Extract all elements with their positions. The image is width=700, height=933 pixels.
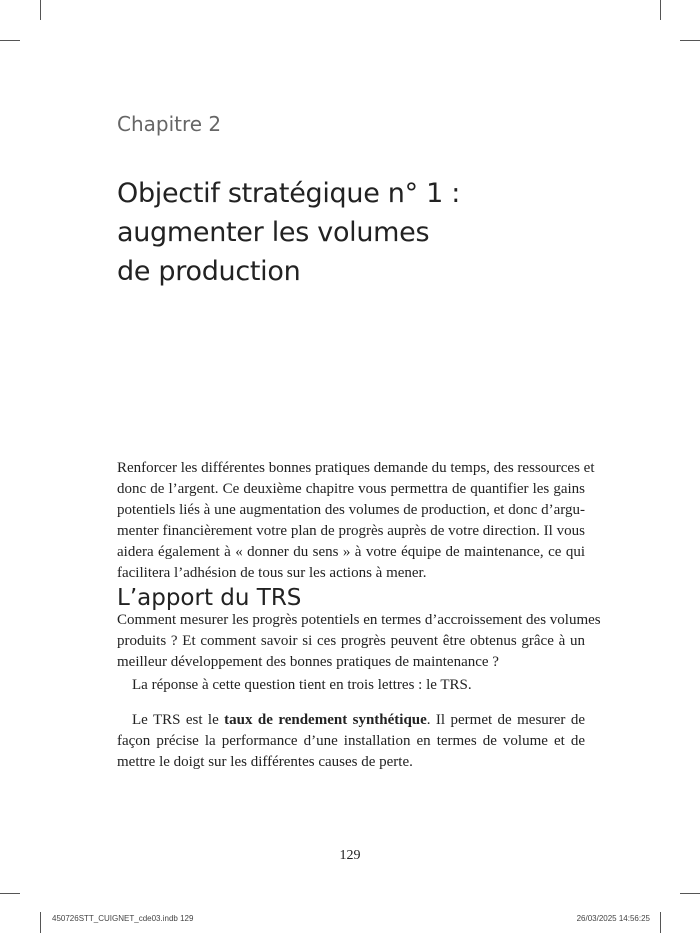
crop-mark	[40, 0, 41, 20]
chapter-title	[117, 174, 460, 291]
text-run: . Il permet de mesurer de	[426, 712, 585, 728]
crop-mark	[680, 893, 700, 894]
chapter-label: Chapitre 2	[117, 112, 222, 136]
page-number: 129	[339, 848, 361, 863]
slug-filename: 450726STT_CUIGNET_cde03.indb 129	[52, 914, 194, 923]
text-line: Renforcer les différentes bonnes pratiques demande du temps, des ressources et	[117, 460, 595, 476]
intro-paragraph	[117, 458, 595, 584]
section-paragraph	[117, 675, 585, 696]
text-run: Le TRS est le	[132, 712, 225, 728]
section-heading: L’apport du TRS	[117, 585, 302, 611]
text-line: façon précise la performance d’une installation en termes de volume et de	[117, 733, 585, 749]
text-line: facilitera l’adhésion de tous sur les actions à mener.	[117, 565, 427, 581]
text-line: mettre le doigt sur les différentes causes de perte.	[117, 754, 413, 770]
text-line: meilleur développement des bonnes pratiques de maintenance ?	[117, 654, 499, 670]
crop-mark	[660, 912, 661, 933]
crop-mark	[40, 912, 41, 933]
crop-mark	[0, 893, 20, 894]
title-line: de production	[117, 256, 301, 287]
text-line: potentiels liés à une augmentation des volumes de production, et donc d’argu-	[117, 502, 585, 518]
text-line: La réponse à cette question tient en trois lettres : le TRS.	[132, 677, 472, 693]
text-line	[117, 710, 585, 731]
title-line: augmenter les volumes	[117, 217, 430, 248]
section-paragraph	[117, 710, 585, 773]
bold-term: taux de rendement synthétique	[224, 712, 427, 728]
text-line: aidera également à « donner du sens » à votre équipe de maintenance, ce qui	[117, 544, 585, 560]
text-line: Comment mesurer les progrès potentiels en termes d’accroissement des volumes	[117, 612, 601, 628]
title-line: Objectif stratégique n° 1 :	[117, 178, 461, 209]
text-line: menter financièrement votre plan de progrès auprès de votre direction. Il vous	[117, 523, 585, 539]
crop-mark	[0, 40, 20, 41]
slug-timestamp: 26/03/2025 14:56:25	[576, 914, 650, 923]
crop-mark	[680, 40, 700, 41]
text-line: produits ? Et comment savoir si ces progrès peuvent être obtenus grâce à un	[117, 633, 585, 649]
section-paragraph	[117, 610, 601, 673]
crop-mark	[660, 0, 661, 20]
text-line: donc de l’argent. Ce deuxième chapitre vous permettra de quantifier les gains	[117, 481, 585, 497]
